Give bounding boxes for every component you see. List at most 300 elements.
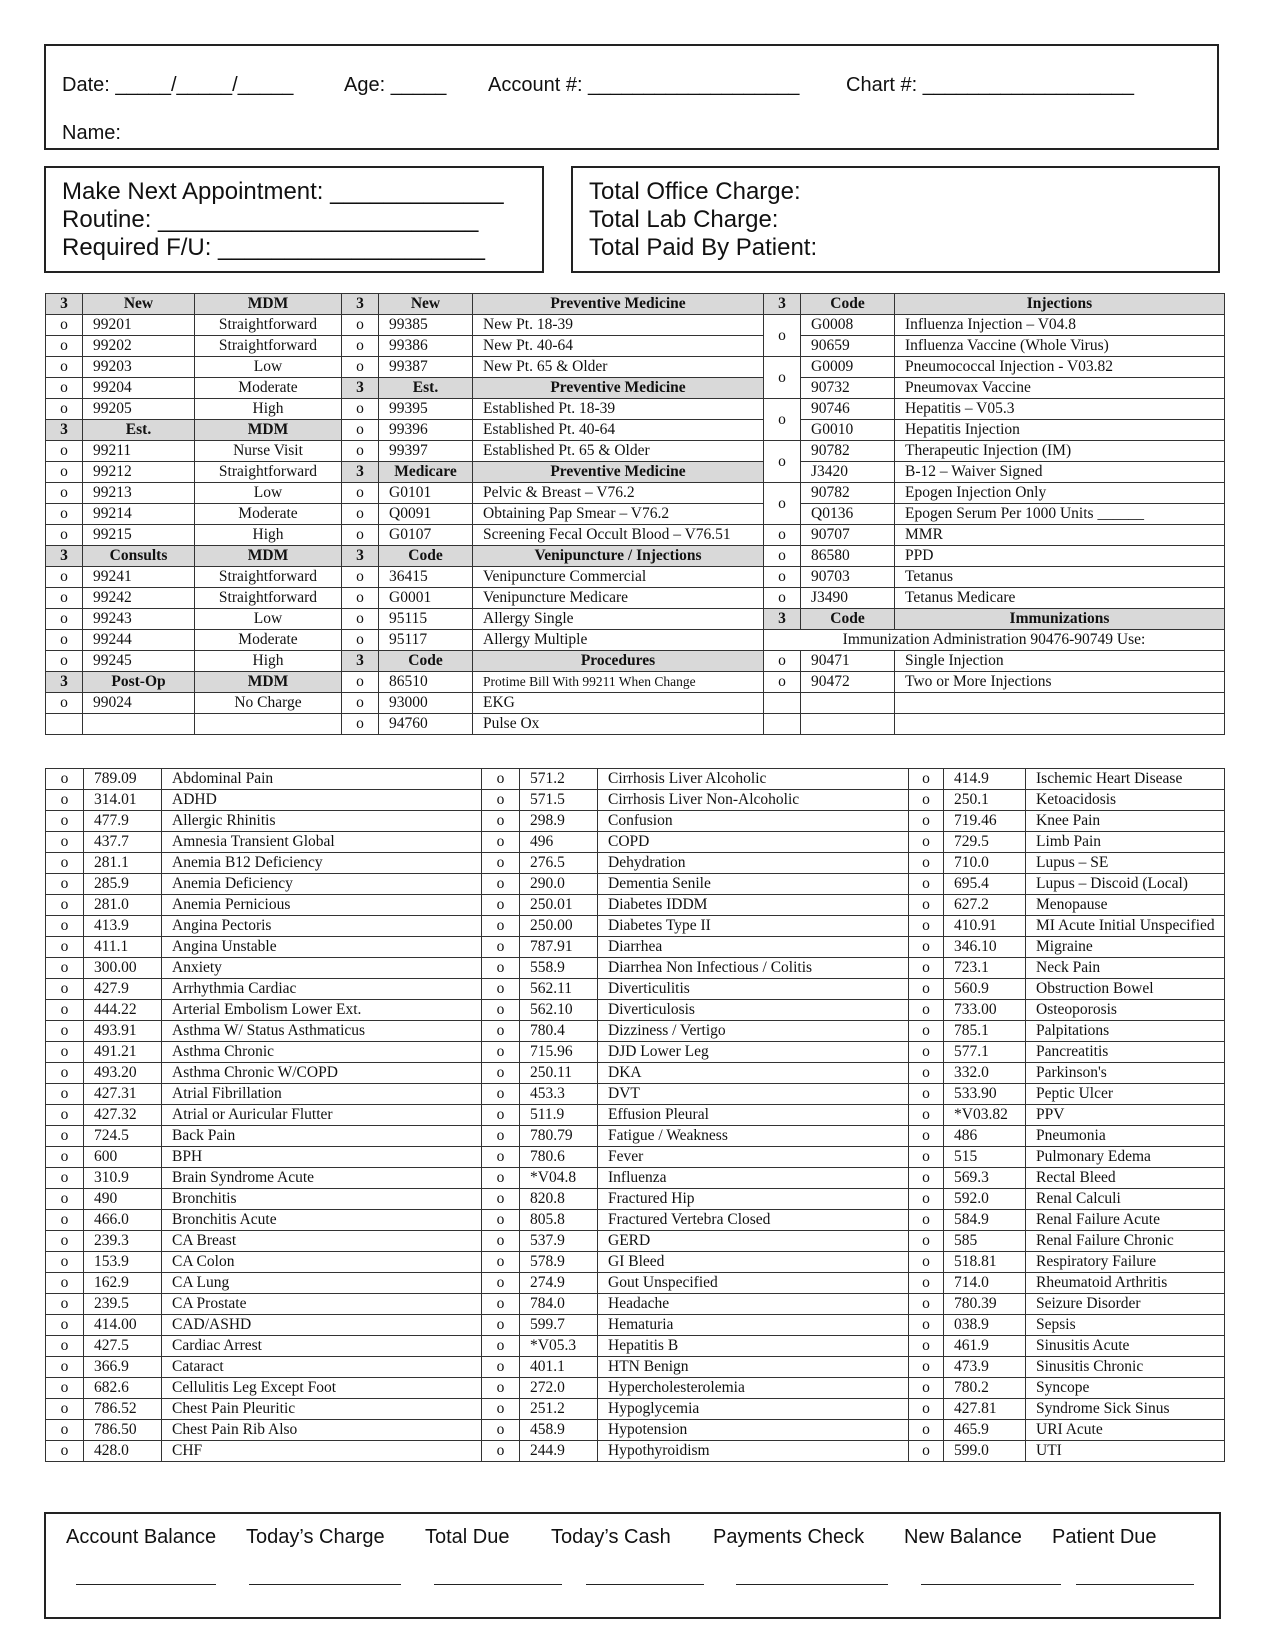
section-header: 3: [342, 378, 379, 399]
diagnosis-row: [46, 811, 1225, 832]
diagnosis-checkbox[interactable]: o: [46, 958, 84, 979]
payment-summary-box: [44, 1512, 1221, 1619]
diagnosis-checkbox[interactable]: o: [482, 790, 520, 811]
service-checkbox[interactable]: o: [46, 504, 83, 525]
diagnosis-checkbox[interactable]: o: [482, 811, 520, 832]
service-checkbox[interactable]: o: [342, 315, 379, 336]
diagnosis-checkbox[interactable]: o: [482, 1189, 520, 1210]
diagnosis-checkbox[interactable]: o: [909, 1126, 944, 1147]
icd-code: 285.9: [84, 874, 162, 895]
service-checkbox[interactable]: o: [46, 462, 83, 483]
diagnosis-name: Gout Unspecified: [598, 1273, 909, 1294]
diagnosis-name: Pneumonia: [1026, 1126, 1225, 1147]
diagnosis-checkbox[interactable]: o: [46, 937, 84, 958]
icd-code: 427.9: [84, 979, 162, 1000]
diagnosis-checkbox[interactable]: o: [909, 1147, 944, 1168]
diagnosis-checkbox[interactable]: o: [909, 1084, 944, 1105]
diagnosis-checkbox[interactable]: o: [46, 1210, 84, 1231]
diagnosis-checkbox[interactable]: o: [482, 895, 520, 916]
section-header: Immunizations: [895, 609, 1225, 630]
col-header: 3: [46, 294, 83, 315]
diagnosis-checkbox[interactable]: o: [909, 1357, 944, 1378]
service-cell: 99211: [83, 441, 195, 462]
diagnosis-row: [46, 895, 1225, 916]
icd-code: 401.1: [520, 1357, 598, 1378]
diagnosis-name: COPD: [598, 832, 909, 853]
diagnosis-checkbox[interactable]: o: [909, 1273, 944, 1294]
service-checkbox[interactable]: o: [342, 588, 379, 609]
service-cell: 90472: [801, 672, 895, 693]
diagnosis-checkbox[interactable]: o: [46, 1063, 84, 1084]
diagnosis-checkbox[interactable]: o: [909, 1210, 944, 1231]
diagnosis-checkbox[interactable]: o: [482, 1273, 520, 1294]
service-checkbox[interactable]: o: [46, 357, 83, 378]
col-header: New: [379, 294, 473, 315]
diagnosis-checkbox[interactable]: o: [46, 916, 84, 937]
diagnosis-checkbox[interactable]: o: [909, 1378, 944, 1399]
diagnosis-checkbox[interactable]: o: [46, 769, 84, 790]
diagnosis-checkbox[interactable]: o: [909, 1231, 944, 1252]
diagnosis-checkbox[interactable]: o: [46, 832, 84, 853]
service-cell: Therapeutic Injection (IM): [895, 441, 1225, 462]
payments-check-field[interactable]: [736, 1584, 888, 1585]
diagnosis-name: CA Colon: [162, 1252, 482, 1273]
diagnosis-checkbox[interactable]: o: [482, 1021, 520, 1042]
col-header: 3: [764, 294, 801, 315]
service-cell: Obtaining Pap Smear – V76.2: [473, 504, 764, 525]
section-header: 3: [342, 462, 379, 483]
diagnosis-checkbox[interactable]: o: [909, 811, 944, 832]
icd-code: 780.2: [944, 1378, 1026, 1399]
name-field[interactable]: Name:: [62, 122, 121, 144]
diagnosis-checkbox[interactable]: o: [909, 1420, 944, 1441]
diagnosis-checkbox[interactable]: o: [909, 1441, 944, 1462]
chart-number-field[interactable]: Chart #: ___________________: [846, 74, 1135, 96]
diagnosis-name: PPV: [1026, 1105, 1225, 1126]
service-checkbox[interactable]: o: [342, 441, 379, 462]
diagnosis-checkbox[interactable]: o: [46, 1357, 84, 1378]
diagnosis-name: Parkinson's: [1026, 1063, 1225, 1084]
service-checkbox[interactable]: o: [342, 672, 379, 693]
diagnosis-name: Neck Pain: [1026, 958, 1225, 979]
diagnosis-checkbox[interactable]: o: [46, 1273, 84, 1294]
diagnosis-checkbox[interactable]: o: [909, 769, 944, 790]
diagnosis-row: [46, 1231, 1225, 1252]
next-appointment-field[interactable]: Make Next Appointment: _____________: [62, 178, 504, 205]
service-cell: Influenza Injection – V04.8: [895, 315, 1225, 336]
diagnosis-checkbox[interactable]: o: [909, 979, 944, 1000]
service-checkbox[interactable]: o: [46, 399, 83, 420]
icd-code: 511.9: [520, 1105, 598, 1126]
diagnosis-name: Cirrhosis Liver Non-Alcoholic: [598, 790, 909, 811]
section-header: 3: [46, 546, 83, 567]
service-cell: Screening Fecal Occult Blood – V76.51: [473, 525, 764, 546]
service-checkbox[interactable]: o: [764, 588, 801, 609]
service-checkbox[interactable]: o: [764, 525, 801, 546]
service-cell: 99215: [83, 525, 195, 546]
service-cell: [895, 714, 1225, 735]
service-cell: High: [195, 399, 342, 420]
icd-code: *V03.82: [944, 1105, 1026, 1126]
diagnosis-name: Amnesia Transient Global: [162, 832, 482, 853]
diagnosis-checkbox[interactable]: o: [46, 853, 84, 874]
diagnosis-row: [46, 832, 1225, 853]
diagnosis-name: Knee Pain: [1026, 811, 1225, 832]
diagnosis-checkbox[interactable]: o: [482, 1210, 520, 1231]
service-cell: 90746: [801, 399, 895, 420]
diagnosis-name: Diarrhea Non Infectious / Colitis: [598, 958, 909, 979]
service-checkbox[interactable]: o: [46, 315, 83, 336]
service-cell: 99243: [83, 609, 195, 630]
service-checkbox[interactable]: o: [46, 651, 83, 672]
required-fu-field[interactable]: Required F/U: ____________________: [62, 234, 486, 261]
icd-code: 710.0: [944, 853, 1026, 874]
diagnosis-checkbox[interactable]: o: [46, 1105, 84, 1126]
service-checkbox[interactable]: o: [342, 609, 379, 630]
diagnosis-checkbox[interactable]: o: [909, 1000, 944, 1021]
service-checkbox[interactable]: o: [46, 441, 83, 462]
service-checkbox[interactable]: o: [764, 315, 801, 357]
diagnosis-checkbox[interactable]: o: [482, 1042, 520, 1063]
section-header: Code: [379, 546, 473, 567]
icd-code: 571.5: [520, 790, 598, 811]
diagnosis-name: Pulmonary Edema: [1026, 1147, 1225, 1168]
service-cell: B-12 – Waiver Signed: [895, 462, 1225, 483]
patient-due-field[interactable]: [1076, 1584, 1194, 1585]
icd-code: 789.09: [84, 769, 162, 790]
diagnosis-name: Abdominal Pain: [162, 769, 482, 790]
diagnosis-checkbox[interactable]: o: [909, 916, 944, 937]
diagnosis-checkbox[interactable]: o: [482, 916, 520, 937]
diagnosis-checkbox[interactable]: o: [46, 874, 84, 895]
icd-code: 239.3: [84, 1231, 162, 1252]
icd-code: 682.6: [84, 1378, 162, 1399]
diagnosis-checkbox[interactable]: o: [909, 937, 944, 958]
service-cell: 95117: [379, 630, 473, 651]
diagnosis-checkbox[interactable]: o: [482, 937, 520, 958]
diagnosis-checkbox[interactable]: o: [46, 1000, 84, 1021]
diagnosis-checkbox[interactable]: o: [482, 1336, 520, 1357]
diagnosis-checkbox[interactable]: o: [909, 1399, 944, 1420]
diagnosis-checkbox[interactable]: o: [482, 1084, 520, 1105]
diagnosis-checkbox[interactable]: o: [46, 1126, 84, 1147]
section-header: 3: [46, 672, 83, 693]
diagnosis-checkbox[interactable]: o: [482, 1147, 520, 1168]
service-cell: 94760: [379, 714, 473, 735]
diagnosis-checkbox[interactable]: o: [482, 1252, 520, 1273]
service-row: [46, 567, 1225, 588]
diagnosis-checkbox[interactable]: o: [482, 1357, 520, 1378]
diagnosis-name: Syndrome Sick Sinus: [1026, 1399, 1225, 1420]
service-checkbox[interactable]: o: [46, 609, 83, 630]
diagnosis-checkbox[interactable]: o: [482, 1063, 520, 1084]
diagnosis-row: [46, 1000, 1225, 1021]
icd-code: 558.9: [520, 958, 598, 979]
diagnosis-name: Fractured Vertebra Closed: [598, 1210, 909, 1231]
section-header: MDM: [195, 420, 342, 441]
date-field[interactable]: Date: _____/_____/_____: [62, 74, 294, 96]
icd-code: 496: [520, 832, 598, 853]
service-checkbox[interactable]: o: [764, 546, 801, 567]
icd-code: 276.5: [520, 853, 598, 874]
diagnosis-checkbox[interactable]: o: [909, 1315, 944, 1336]
diagnosis-checkbox[interactable]: o: [482, 874, 520, 895]
service-cell: Straightforward: [195, 315, 342, 336]
service-cell: Protime Bill With 99211 When Change: [473, 672, 764, 693]
service-cell: Tetanus Medicare: [895, 588, 1225, 609]
icd-code: 714.0: [944, 1273, 1026, 1294]
diagnosis-checkbox[interactable]: o: [909, 1021, 944, 1042]
service-checkbox[interactable]: o: [46, 525, 83, 546]
service-checkbox[interactable]: o: [46, 693, 83, 714]
diagnosis-name: Seizure Disorder: [1026, 1294, 1225, 1315]
diagnosis-checkbox[interactable]: o: [46, 1399, 84, 1420]
service-checkbox[interactable]: o: [342, 693, 379, 714]
icd-code: 724.5: [84, 1126, 162, 1147]
service-row: [46, 546, 1225, 567]
age-field[interactable]: Age: _____: [344, 74, 447, 96]
section-header: Preventive Medicine: [473, 462, 764, 483]
service-cell: 99203: [83, 357, 195, 378]
todays-charge-field[interactable]: [249, 1584, 401, 1585]
service-cell: Influenza Vaccine (Whole Virus): [895, 336, 1225, 357]
icd-code: 627.2: [944, 895, 1026, 916]
account-balance-label: Account Balance: [66, 1526, 217, 1548]
diagnosis-checkbox[interactable]: o: [482, 1294, 520, 1315]
service-cell: 90471: [801, 651, 895, 672]
service-checkbox[interactable]: o: [342, 399, 379, 420]
service-cell: Low: [195, 483, 342, 504]
service-cell: New Pt. 40-64: [473, 336, 764, 357]
diagnosis-name: Asthma Chronic W/COPD: [162, 1063, 482, 1084]
service-cell: Hepatitis Injection: [895, 420, 1225, 441]
service-checkbox[interactable]: o: [342, 420, 379, 441]
icd-code: *V05.3: [520, 1336, 598, 1357]
diagnosis-checkbox[interactable]: o: [46, 1336, 84, 1357]
patient-due-label: Patient Due: [1052, 1526, 1157, 1548]
icd-code: 281.0: [84, 895, 162, 916]
service-checkbox[interactable]: o: [764, 672, 801, 693]
diagnosis-checkbox[interactable]: o: [482, 832, 520, 853]
diagnosis-name: Anemia Pernicious: [162, 895, 482, 916]
icd-code: 729.5: [944, 832, 1026, 853]
service-row: [46, 651, 1225, 672]
diagnosis-checkbox[interactable]: o: [46, 1168, 84, 1189]
diagnosis-checkbox[interactable]: o: [482, 1378, 520, 1399]
diagnosis-checkbox[interactable]: o: [46, 1294, 84, 1315]
diagnosis-name: MI Acute Initial Unspecified: [1026, 916, 1225, 937]
diagnosis-checkbox[interactable]: o: [909, 895, 944, 916]
diagnosis-checkbox[interactable]: o: [482, 1399, 520, 1420]
diagnosis-name: Palpitations: [1026, 1021, 1225, 1042]
account-balance-field[interactable]: [76, 1584, 216, 1585]
icd-code: 332.0: [944, 1063, 1026, 1084]
service-cell: 99244: [83, 630, 195, 651]
service-checkbox[interactable]: o: [764, 399, 801, 441]
diagnosis-name: Hematuria: [598, 1315, 909, 1336]
service-cell: 99241: [83, 567, 195, 588]
diagnosis-checkbox[interactable]: o: [482, 853, 520, 874]
diagnosis-checkbox[interactable]: o: [909, 1042, 944, 1063]
diagnosis-checkbox[interactable]: o: [482, 1420, 520, 1441]
service-checkbox[interactable]: o: [764, 441, 801, 483]
service-cell: G0009: [801, 357, 895, 378]
diagnosis-checkbox[interactable]: o: [46, 811, 84, 832]
diagnosis-name: GI Bleed: [598, 1252, 909, 1273]
service-cell: 99201: [83, 315, 195, 336]
service-checkbox[interactable]: o: [342, 567, 379, 588]
icd-code: 486: [944, 1126, 1026, 1147]
section-header: Post-Op: [83, 672, 195, 693]
diagnosis-row: [46, 1147, 1225, 1168]
diagnosis-name: Hepatitis B: [598, 1336, 909, 1357]
icd-code: 537.9: [520, 1231, 598, 1252]
service-checkbox[interactable]: o: [342, 336, 379, 357]
service-checkbox[interactable]: o: [764, 483, 801, 525]
icd-code: 346.10: [944, 937, 1026, 958]
diagnosis-checkbox[interactable]: o: [46, 1252, 84, 1273]
diagnosis-name: Lupus – SE: [1026, 853, 1225, 874]
diagnosis-checkbox[interactable]: o: [482, 1315, 520, 1336]
diagnosis-checkbox[interactable]: o: [46, 895, 84, 916]
diagnosis-checkbox[interactable]: o: [909, 958, 944, 979]
diagnosis-name: Renal Calculi: [1026, 1189, 1225, 1210]
diagnosis-checkbox[interactable]: o: [909, 832, 944, 853]
service-checkbox[interactable]: o: [342, 714, 379, 735]
service-checkbox[interactable]: o: [342, 525, 379, 546]
diagnosis-name: Bronchitis Acute: [162, 1210, 482, 1231]
diagnosis-checkbox[interactable]: o: [46, 1231, 84, 1252]
diagnosis-name: Cellulitis Leg Except Foot: [162, 1378, 482, 1399]
charges-box: [571, 166, 1220, 273]
service-checkbox[interactable]: o: [764, 567, 801, 588]
diagnosis-checkbox[interactable]: o: [909, 1105, 944, 1126]
diagnosis-checkbox[interactable]: o: [46, 1021, 84, 1042]
service-checkbox[interactable]: o: [764, 357, 801, 399]
col-header: Preventive Medicine: [473, 294, 764, 315]
diagnosis-name: Sinusitis Acute: [1026, 1336, 1225, 1357]
diagnosis-name: Syncope: [1026, 1378, 1225, 1399]
diagnosis-name: Effusion Pleural: [598, 1105, 909, 1126]
diagnosis-checkbox[interactable]: o: [46, 1147, 84, 1168]
service-cell: 90782: [801, 441, 895, 462]
service-checkbox[interactable]: o: [342, 630, 379, 651]
service-row: [46, 504, 1225, 525]
service-cell: [764, 693, 801, 714]
diagnosis-row: [46, 1210, 1225, 1231]
service-cell: [195, 714, 342, 735]
routine-field[interactable]: Routine: ________________________: [62, 206, 479, 233]
diagnosis-checkbox[interactable]: o: [46, 1084, 84, 1105]
diagnosis-checkbox[interactable]: o: [46, 979, 84, 1000]
diagnosis-checkbox[interactable]: o: [909, 874, 944, 895]
diagnosis-checkbox[interactable]: o: [46, 1441, 84, 1462]
section-header: 3: [342, 546, 379, 567]
icd-code: 428.0: [84, 1441, 162, 1462]
diagnosis-checkbox[interactable]: o: [46, 1378, 84, 1399]
service-checkbox[interactable]: o: [46, 378, 83, 399]
icd-code: 695.4: [944, 874, 1026, 895]
diagnosis-name: Cirrhosis Liver Alcoholic: [598, 769, 909, 790]
icd-code: 786.50: [84, 1420, 162, 1441]
diagnosis-checkbox[interactable]: o: [482, 1231, 520, 1252]
diagnosis-checkbox[interactable]: o: [909, 790, 944, 811]
icd-code: 413.9: [84, 916, 162, 937]
diagnosis-checkbox[interactable]: o: [482, 1000, 520, 1021]
icd-code: 477.9: [84, 811, 162, 832]
diagnosis-checkbox[interactable]: o: [482, 1105, 520, 1126]
diagnosis-name: Limb Pain: [1026, 832, 1225, 853]
service-checkbox[interactable]: o: [342, 483, 379, 504]
diagnosis-row: [46, 1273, 1225, 1294]
service-checkbox[interactable]: o: [46, 567, 83, 588]
icd-code: 272.0: [520, 1378, 598, 1399]
icd-code: 427.32: [84, 1105, 162, 1126]
service-cell: 99385: [379, 315, 473, 336]
icd-code: 314.01: [84, 790, 162, 811]
new-balance-label: New Balance: [904, 1526, 1022, 1548]
service-row: [46, 672, 1225, 693]
diagnosis-checkbox[interactable]: o: [482, 1126, 520, 1147]
diagnosis-name: Arterial Embolism Lower Ext.: [162, 1000, 482, 1021]
service-checkbox[interactable]: o: [342, 357, 379, 378]
service-cell: Established Pt. 65 & Older: [473, 441, 764, 462]
service-checkbox[interactable]: o: [46, 588, 83, 609]
diagnosis-checkbox[interactable]: o: [909, 1336, 944, 1357]
diagnosis-checkbox[interactable]: o: [46, 1189, 84, 1210]
diagnosis-checkbox[interactable]: o: [482, 979, 520, 1000]
account-number-field[interactable]: Account #: ___________________: [488, 74, 800, 96]
diagnosis-checkbox[interactable]: o: [46, 790, 84, 811]
diagnosis-checkbox[interactable]: o: [909, 1189, 944, 1210]
diagnosis-checkbox[interactable]: o: [482, 1168, 520, 1189]
diagnosis-checkbox[interactable]: o: [909, 1294, 944, 1315]
diagnosis-checkbox[interactable]: o: [46, 1315, 84, 1336]
new-balance-field[interactable]: [921, 1584, 1061, 1585]
diagnosis-name: HTN Benign: [598, 1357, 909, 1378]
diagnosis-checkbox[interactable]: o: [909, 1168, 944, 1189]
diagnosis-checkbox[interactable]: o: [482, 958, 520, 979]
icd-code: 465.9: [944, 1420, 1026, 1441]
service-cell: Straightforward: [195, 567, 342, 588]
icd-code: 444.22: [84, 1000, 162, 1021]
service-cell: Pneumococcal Injection - V03.82: [895, 357, 1225, 378]
diagnosis-checkbox[interactable]: o: [909, 1252, 944, 1273]
diagnosis-checkbox[interactable]: o: [909, 1063, 944, 1084]
icd-code: 493.91: [84, 1021, 162, 1042]
service-cell: High: [195, 525, 342, 546]
diagnosis-checkbox[interactable]: o: [46, 1042, 84, 1063]
service-checkbox[interactable]: o: [46, 630, 83, 651]
diagnosis-checkbox[interactable]: o: [909, 853, 944, 874]
todays-cash-field[interactable]: [586, 1584, 704, 1585]
diagnosis-checkbox[interactable]: o: [46, 1420, 84, 1441]
diagnosis-row: [46, 1189, 1225, 1210]
service-cell: Venipuncture Medicare: [473, 588, 764, 609]
service-checkbox[interactable]: o: [46, 483, 83, 504]
service-checkbox[interactable]: o: [342, 504, 379, 525]
diagnosis-name: URI Acute: [1026, 1420, 1225, 1441]
total-due-field[interactable]: [434, 1584, 562, 1585]
service-cell: PPD: [895, 546, 1225, 567]
icd-code: 427.31: [84, 1084, 162, 1105]
diagnosis-checkbox[interactable]: o: [482, 1441, 520, 1462]
service-cell: New Pt. 18-39: [473, 315, 764, 336]
service-checkbox[interactable]: o: [46, 336, 83, 357]
service-cell: Allergy Single: [473, 609, 764, 630]
service-checkbox[interactable]: o: [764, 651, 801, 672]
diagnosis-checkbox[interactable]: o: [482, 769, 520, 790]
